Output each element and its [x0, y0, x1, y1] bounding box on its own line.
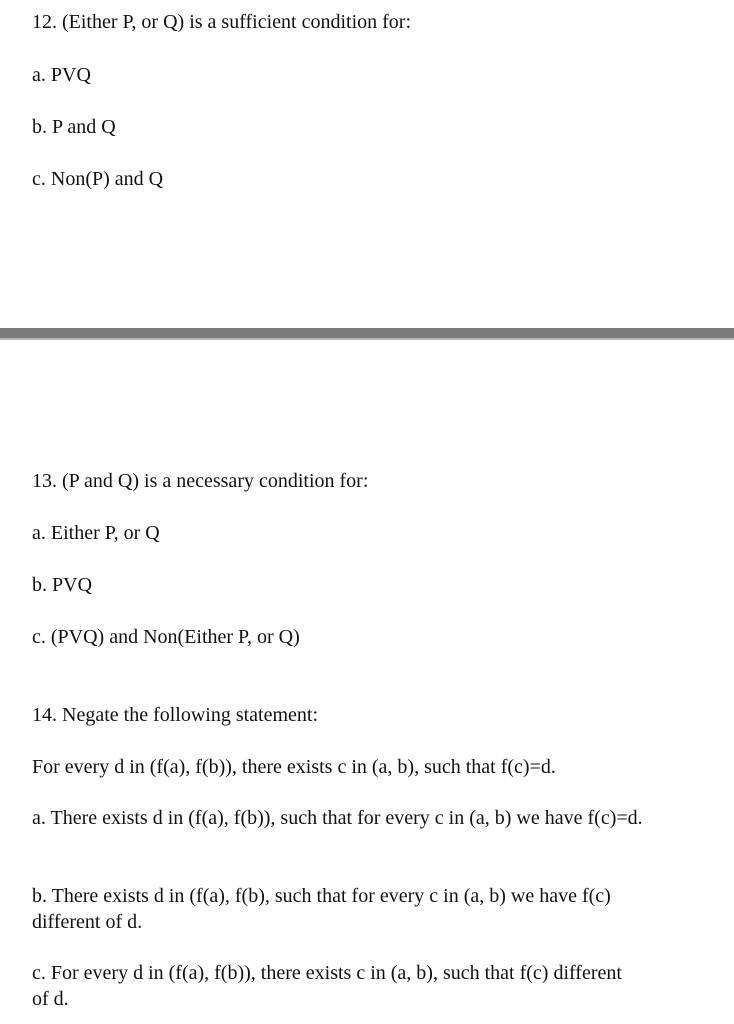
question-12-text: 12. (Either P, or Q) is a sufficient condition for:: [32, 11, 412, 33]
question-13-option-b: b. PVQ: [32, 574, 93, 596]
question-12-option-c: c. Non(P) and Q: [32, 168, 164, 190]
question-13-option-a: a. Either P, or Q: [32, 522, 160, 544]
question-13-option-c: c. (PVQ) and Non(Either P, or Q): [32, 626, 300, 648]
question-14-option-b: b. There exists d in (f(a), f(b), such that for every c in (a, b) we have f(c) different of d.: [32, 885, 611, 933]
question-13-text: 13. (P and Q) is a necessary condition for:: [32, 470, 369, 492]
question-12-option-a: a. PVQ: [32, 64, 91, 86]
question-12-option-b: b. P and Q: [32, 116, 116, 138]
page-divider: [0, 328, 734, 338]
question-14-text: 14. Negate the following statement:: [32, 704, 319, 726]
question-14-statement: For every d in (f(a), f(b)), there exists c in (a, b), such that f(c)=d.: [32, 756, 556, 778]
question-14-option-a: a. There exists d in (f(a), f(b)), such that for every c in (a, b) we have f(c)=d.: [32, 807, 643, 829]
question-14-option-c: c. For every d in (f(a), f(b)), there exists c in (a, b), such that f(c) different of d.: [32, 962, 622, 1010]
